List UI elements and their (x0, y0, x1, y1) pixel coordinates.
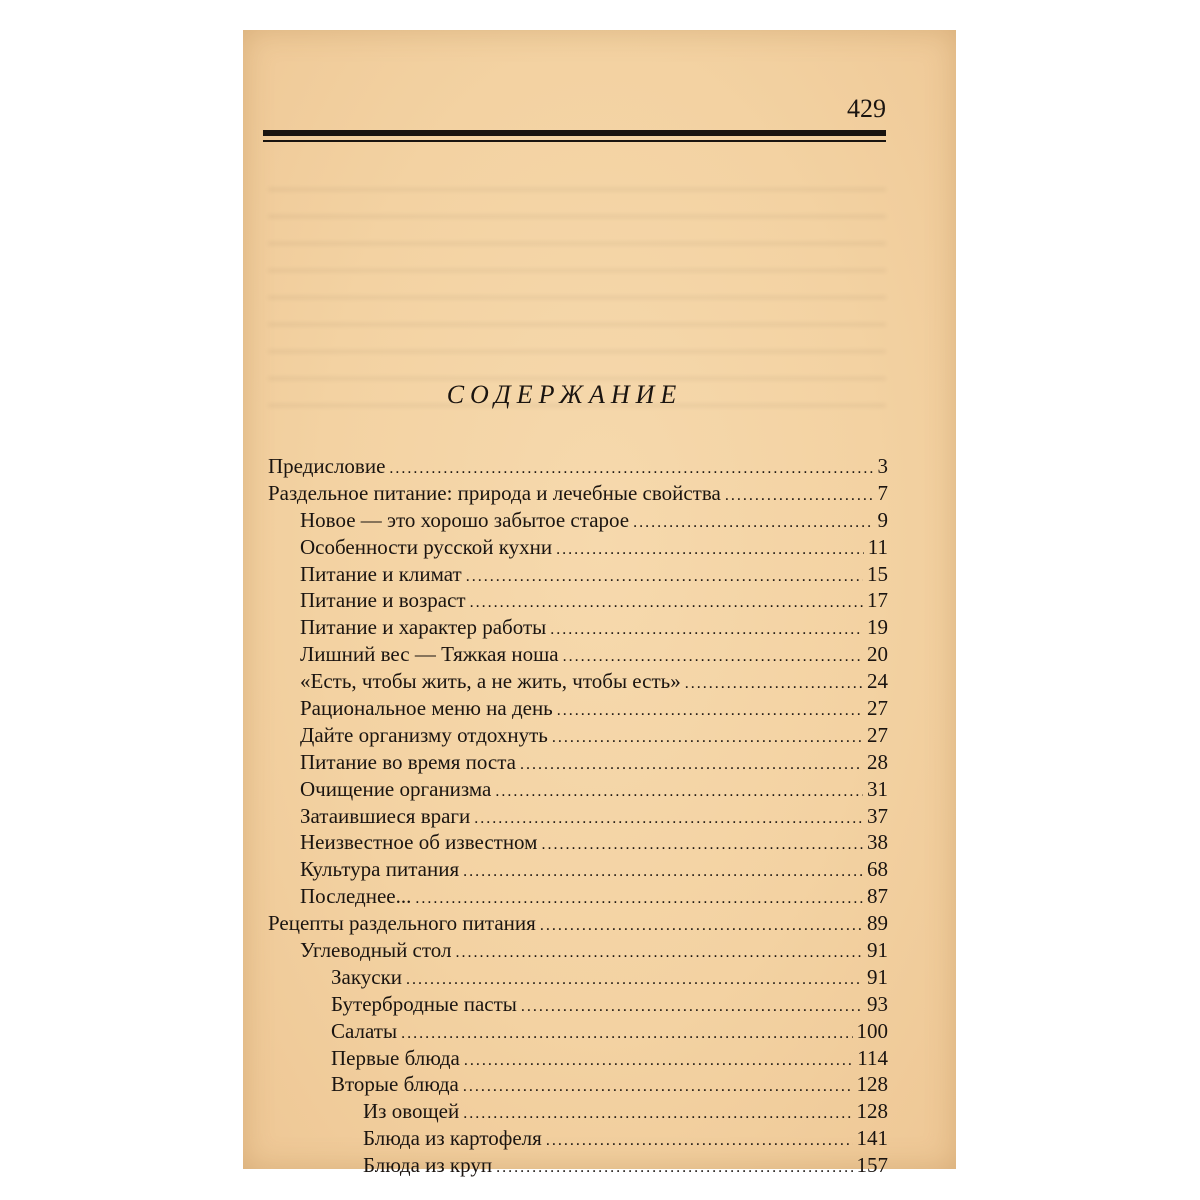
toc-entry (268, 614, 888, 641)
toc-entry (268, 803, 888, 830)
toc-leader-dots (725, 483, 874, 510)
toc-entry (268, 1152, 888, 1179)
book-page (243, 30, 956, 1178)
toc-entry (268, 668, 888, 695)
toc-leader-dots (495, 779, 863, 806)
toc-entry-title: Рациональное меню на день (300, 696, 553, 721)
toc-entry (268, 1098, 888, 1125)
toc-entry-title: Блюда из картофеля (363, 1126, 542, 1151)
toc-entry-page: 28 (867, 749, 888, 774)
toc-entry-title: «Есть, чтобы жить, а не жить, чтобы есть» (300, 669, 681, 694)
toc-entry (268, 776, 888, 803)
toc-leader-dots (552, 725, 863, 752)
toc-entry-title: Предисловие (268, 454, 386, 478)
toc-leader-dots (401, 1021, 852, 1048)
toc-entry-title: Новое — это хорошо забытое старое (300, 507, 630, 532)
contents-heading: СОДЕРЖАНИЕ (446, 380, 683, 409)
toc-leader-dots (540, 913, 863, 940)
toc-leader-dots (463, 1101, 852, 1128)
toc-leader-dots (685, 671, 863, 698)
toc-leader-dots (474, 806, 863, 833)
toc-leader-dots (563, 644, 863, 671)
toc-entry (268, 1125, 888, 1152)
toc-leader-dots (406, 967, 863, 994)
toc-leader-dots (633, 510, 873, 537)
toc-leader-dots (550, 617, 863, 644)
toc-entry-title: Рецепты раздельного питания (268, 911, 536, 936)
toc-leader-dots (546, 1128, 853, 1155)
page-number: 429 (847, 94, 886, 123)
toc-entry (268, 507, 888, 534)
toc-leader-dots (496, 1155, 852, 1182)
toc-entry-page: 100 (856, 1018, 888, 1043)
toc-entry-title: Вторые блюда (331, 1072, 459, 1097)
toc-entry-page: 128 (856, 1099, 888, 1124)
toc-leader-dots (464, 1048, 853, 1075)
toc-entry-page: 114 (857, 1045, 888, 1070)
toc-entry-page: 128 (856, 1072, 888, 1097)
toc-leader-dots (521, 994, 863, 1021)
toc-entry-page: 24 (867, 669, 888, 694)
toc-entry-title: Культура питания (300, 857, 460, 882)
toc-entry-title: Затаившиеся враги (300, 803, 471, 828)
toc-leader-dots (455, 940, 863, 967)
toc-entry-title: Очищение организма (300, 776, 492, 801)
header-rule-thin (263, 140, 886, 142)
toc-entry-title: Дайте организму отдохнуть (300, 722, 548, 747)
toc-entry-page: 3 (877, 454, 888, 478)
toc-leader-dots (415, 886, 863, 913)
toc-leader-dots (557, 698, 863, 725)
toc-entry-title: Особенности русской кухни (300, 534, 553, 559)
toc-entry-page: 19 (867, 615, 888, 640)
toc-entry-title: Салаты (331, 1018, 398, 1043)
toc-entry-page: 87 (867, 884, 888, 909)
toc-entry-title: Из овощей (363, 1099, 460, 1124)
toc-entry (268, 722, 888, 749)
toc-entry-page: 7 (877, 480, 888, 505)
toc-leader-dots (556, 537, 864, 564)
toc-entry-title: Питание и характер работы (300, 615, 547, 640)
toc-entry-page: 20 (867, 642, 888, 667)
toc-entry-page: 27 (867, 722, 888, 747)
toc-entry-page: 93 (867, 991, 888, 1016)
toc-entry-page: 31 (867, 776, 888, 801)
toc-entry-page: 38 (867, 830, 888, 855)
toc-entry (268, 1018, 888, 1045)
toc-entry (268, 829, 888, 856)
toc-entry-title: Блюда из круп (363, 1153, 493, 1178)
toc-entry (268, 991, 888, 1018)
toc-entry-title: Питание и возраст (300, 588, 466, 613)
toc-entry-title: Питание и климат (300, 561, 462, 586)
toc-entry-title: Первые блюда (331, 1045, 460, 1070)
toc-entry-page: 37 (867, 803, 888, 828)
toc-entry-page: 89 (867, 911, 888, 936)
toc-entry (268, 453, 888, 480)
toc-entry-page: 11 (867, 534, 888, 559)
table-of-contents (268, 453, 888, 1179)
toc-entry-title: Последнее... (300, 884, 412, 909)
toc-entry-page: 15 (867, 561, 888, 586)
toc-leader-dots (541, 832, 863, 859)
toc-entry-title: Лишний вес — Тяжкая ноша (300, 642, 559, 667)
toc-entry-page: 17 (867, 588, 888, 613)
toc-entry-page: 27 (867, 696, 888, 721)
toc-leader-dots (463, 1074, 853, 1101)
toc-entry-title: Питание во время поста (300, 749, 516, 774)
toc-entry-page: 91 (867, 938, 888, 963)
toc-entry-page: 68 (867, 857, 888, 882)
toc-entry (268, 587, 888, 614)
toc-leader-dots (389, 456, 873, 483)
toc-entry-page: 141 (856, 1126, 888, 1151)
toc-entry-page: 91 (867, 964, 888, 989)
toc-entry-title: Углеводный стол (300, 938, 452, 963)
toc-entry-title: Закуски (331, 964, 403, 989)
toc-leader-dots (466, 564, 863, 591)
toc-entry (268, 910, 888, 937)
toc-entry (268, 964, 888, 991)
toc-entry-title: Бутербродные пасты (331, 991, 517, 1016)
toc-entry (268, 937, 888, 964)
toc-entry (268, 695, 888, 722)
toc-entry-page: 9 (877, 507, 888, 532)
toc-entry (268, 1071, 888, 1098)
toc-entry-page: 157 (856, 1153, 888, 1178)
toc-leader-dots (463, 859, 863, 886)
toc-entry-title: Раздельное питание: природа и лечебные свойства (268, 480, 721, 505)
toc-entry (268, 883, 888, 910)
toc-entry (268, 534, 888, 561)
toc-entry-title: Неизвестное об известном (300, 830, 538, 855)
header-rule-thick (263, 130, 886, 136)
toc-entry (268, 749, 888, 776)
toc-entry (268, 641, 888, 668)
toc-entry (268, 561, 888, 588)
toc-entry (268, 480, 888, 507)
toc-entry (268, 1045, 888, 1072)
toc-leader-dots (520, 752, 863, 779)
toc-entry (268, 856, 888, 883)
toc-leader-dots (470, 590, 863, 617)
